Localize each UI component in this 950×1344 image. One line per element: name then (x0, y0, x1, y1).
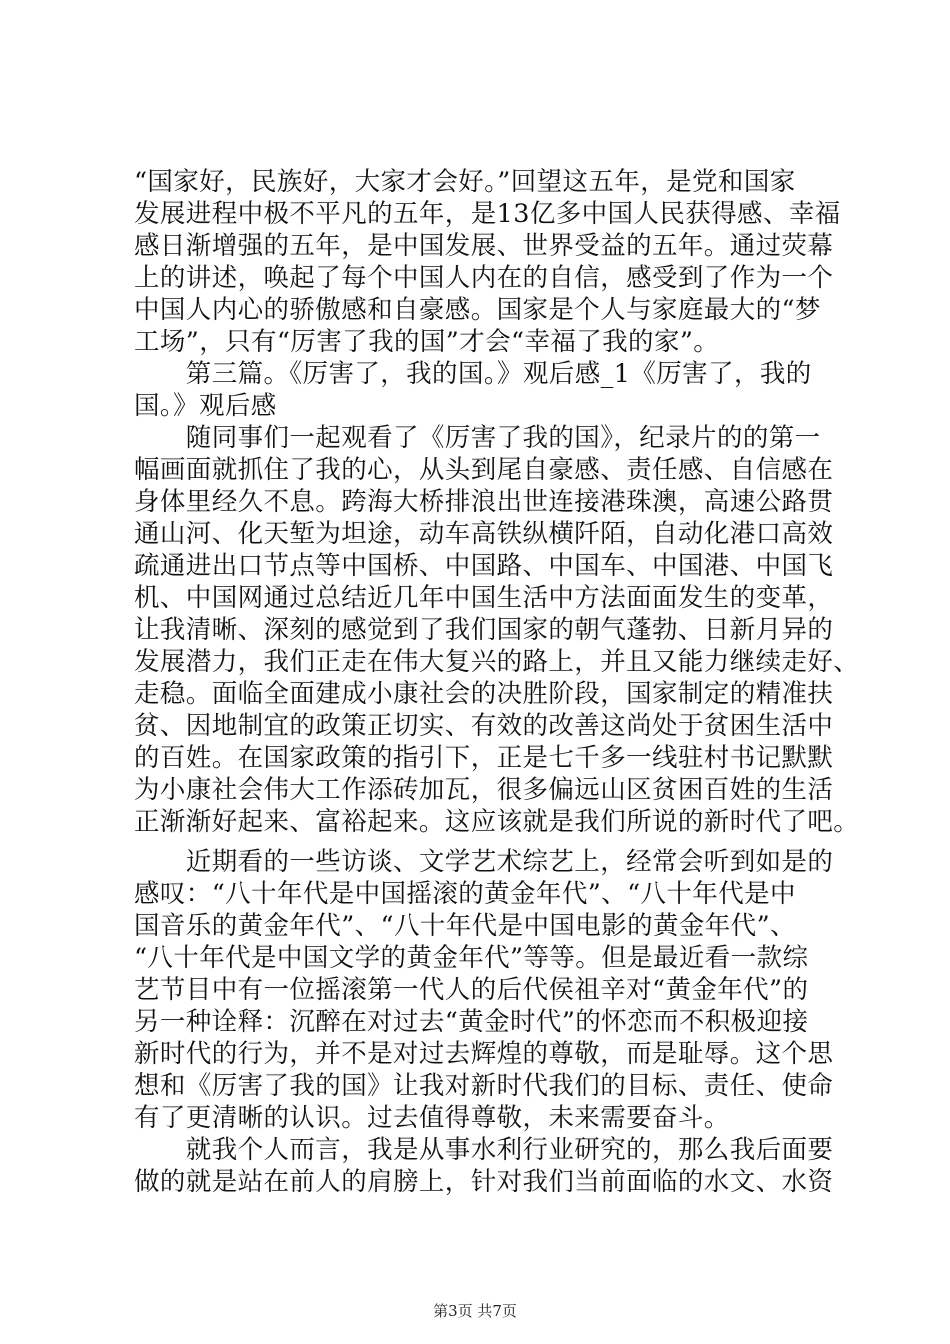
text-line: 发展进程中极不平凡的五年，是13亿多中国人民获得感、幸福 (134, 199, 841, 229)
text-line: 艺节目中有一位摇滚第一代人的后代侯祖辛对“黄金年代”的 (134, 975, 809, 1005)
text-line: 发展潜力，我们正走在伟大复兴的路上，并且又能力继续走好、 (134, 647, 860, 677)
text-line: 上的讲述，唤起了每个中国人内在的自信，感受到了作为一个 (134, 263, 834, 293)
text-line: 想和《厉害了我的国》让我对新时代我们的目标、责任、使命 (134, 1071, 834, 1101)
text-line: 正渐渐好起来、富裕起来。这应该就是我们所说的新时代了吧。 (134, 807, 860, 837)
text-line: 中国人内心的骄傲感和自豪感。国家是个人与家庭最大的“梦 (134, 295, 821, 325)
text-line: 机、中国网通过总结近几年中国生活中方法面面发生的变革， (134, 583, 834, 613)
text-line: 幅画面就抓住了我的心，从头到尾自豪感、责任感、自信感在 (134, 455, 834, 485)
text-line: 国音乐的黄金年代”、“八十年代是中国电影的黄金年代”、 (134, 911, 796, 941)
text-line: 感叹：“八十年代是中国摇滚的黄金年代”、“八十年代是中 (134, 879, 796, 909)
text-line: 做的就是站在前人的肩膀上，针对我们当前面临的水文、水资 (134, 1167, 834, 1197)
section-heading-line: 国。》观后感 (134, 391, 277, 421)
text-line: 的百姓。在国家政策的指引下，正是七千多一线驻村书记默默 (134, 743, 834, 773)
text-line: “八十年代是中国文学的黄金年代”等等。但是最近看一款综 (134, 943, 809, 973)
text-line: 另一种诠释：沉醉在对过去“黄金时代”的怀恋而不积极迎接 (134, 1007, 809, 1037)
text-line: 近期看的一些访谈、文学艺术综艺上，经常会听到如是的 (134, 847, 834, 877)
text-line: 走稳。面临全面建成小康社会的决胜阶段，国家制定的精准扶 (134, 679, 834, 709)
text-line: 通山河、化天堑为坦途，动车高铁纵横阡陌，自动化港口高效 (134, 519, 834, 549)
text-line: 随同事们一起观看了《厉害了我的国》，纪录片的的第一 (134, 423, 821, 453)
section-heading-line: 第三篇。《厉害了，我的国。》观后感_1《厉害了，我的 (134, 359, 812, 389)
text-line: 有了更清晰的认识。过去值得尊敬，未来需要奋斗。 (134, 1103, 730, 1133)
text-line: 工场”，只有“厉害了我的国”才会“幸福了我的家”。 (134, 327, 720, 357)
text-line: 疏通进出口节点等中国桥、中国路、中国车、中国港、中国飞 (134, 551, 834, 581)
text-line: 身体里经久不息。跨海大桥排浪出世连接港珠澳，高速公路贯 (134, 487, 834, 517)
page-number-footer: 第3页 共7页 (433, 1302, 517, 1320)
text-line: 新时代的行为，并不是对过去辉煌的尊敬，而是耻辱。这个思 (134, 1039, 834, 1069)
text-line: 就我个人而言，我是从事水利行业研究的，那么我后面要 (134, 1135, 834, 1165)
text-line: 为小康社会伟大工作添砖加瓦，很多偏远山区贫困百姓的生活 (134, 775, 834, 805)
text-line: “国家好，民族好，大家才会好。”回望这五年，是党和国家 (134, 167, 796, 197)
text-line: 让我清晰、深刻的感觉到了我们国家的朝气蓬勃、日新月异的 (134, 615, 834, 645)
text-line: 感日渐增强的五年，是中国发展、世界受益的五年。通过荧幕 (134, 231, 834, 261)
text-line: 贫、因地制宜的政策正切实、有效的改善这尚处于贫困生活中 (134, 711, 834, 741)
